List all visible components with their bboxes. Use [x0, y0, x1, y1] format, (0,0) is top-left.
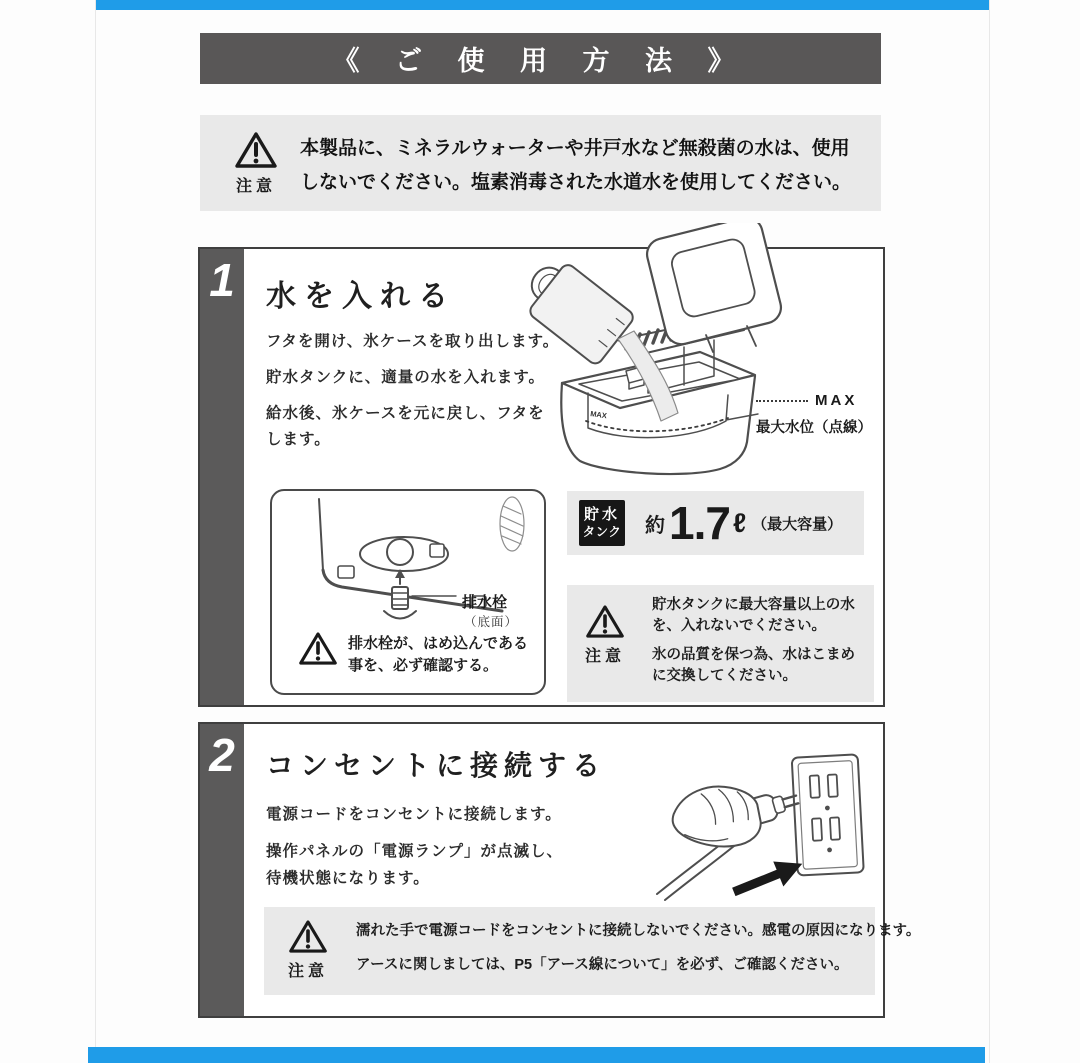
warning-triangle-icon [585, 603, 625, 640]
step-2-number-bar [200, 724, 244, 1016]
page-title: 《 ご 使 用 方 法 》 [332, 46, 749, 76]
caution-label: 注意 [288, 963, 329, 980]
instruction-line: 待機状態になります。 [266, 870, 430, 887]
chip-line2: タンク [582, 524, 622, 539]
drain-plug-box [270, 489, 546, 695]
step-2-number: 2 [209, 729, 235, 781]
sheet-right-edge [989, 0, 990, 1063]
page-title-bar [200, 33, 881, 84]
instruction-line: 操作パネルの「電源ランプ」が点滅し、 [266, 843, 564, 860]
plug-outlet-illustration [647, 742, 879, 902]
drain-plug-label: 排水栓 [462, 594, 508, 611]
warning-triangle-icon [234, 130, 278, 170]
tank-max-marking: MAX [589, 409, 608, 421]
capacity-suffix: （最大容量） [752, 515, 843, 533]
capacity-value: 1.7 [669, 497, 730, 549]
caution-line: 氷の品質を保つ為、水はこまめに交換してください。 [652, 647, 855, 685]
instruction-line: 給水後、氷ケースを元に戻し、フタを [266, 405, 545, 422]
top-warning-box [200, 115, 881, 211]
dotted-leader-line [756, 400, 808, 402]
instruction-line: 電源コードをコンセントに接続します。 [266, 806, 562, 823]
instruction-line: 貯水タンクに、適量の水を入れます。 [266, 369, 545, 386]
drain-plug-warning: 排水栓が、はめ込んである事を、必ず確認する。 [348, 635, 529, 674]
step-1-title: 水を入れる [266, 280, 456, 313]
instruction-line: します。 [266, 431, 331, 448]
caution-label: 注意 [235, 178, 276, 195]
step-1-caution-box [567, 585, 874, 702]
warning-triangle-icon [288, 918, 328, 955]
instruction-line: フタを開け、氷ケースを取り出します。 [266, 333, 560, 350]
caution-icon-block [585, 603, 625, 666]
step-2-title: コンセントに接続する [266, 750, 607, 781]
caution-line: 濡れた手で電源コードをコンセントに接続しないでください。感電の原因になります。 [356, 923, 921, 939]
caution-line: アースに関しましては、P5「アース線について」を必ず、ご確認ください。 [356, 957, 849, 974]
top-accent-bar [95, 0, 990, 10]
step-2-caution-box [264, 907, 921, 995]
caution-line: 貯水タンクに最大容量以上の水を、入れないでください。 [652, 597, 855, 635]
caution-text [356, 921, 921, 989]
step-2-instructions [266, 802, 563, 903]
max-label: MAX [815, 392, 858, 409]
ice-maker-illustration [500, 223, 795, 478]
drain-plug-sublabel: （底面） [464, 615, 519, 629]
warning-triangle-icon [298, 630, 338, 667]
caution-label: 注意 [585, 648, 626, 665]
top-warning-icon-block [234, 130, 278, 196]
sheet-left-edge [95, 0, 96, 1063]
max-callout [756, 392, 857, 409]
top-warning-text: 本製品に、ミネラルウォーターや井戸水など無殺菌の水は、使用しないでください。塩素消毒された水道水を使用してください。 [300, 138, 852, 194]
step-1-section [198, 247, 885, 707]
capacity-unit: ℓ [732, 507, 747, 538]
caution-text [652, 595, 866, 695]
chip-line1: 貯水 [583, 505, 620, 523]
step-2-section [198, 722, 921, 1018]
step-1-number-bar [200, 249, 244, 705]
tank-capacity-chip [579, 500, 625, 546]
caution-icon-block [288, 918, 328, 981]
max-sublabel: 最大水位（点線） [756, 420, 872, 436]
bottom-accent-bar [88, 1047, 985, 1063]
step-1-number: 1 [209, 254, 235, 306]
tank-capacity-bar [567, 491, 864, 555]
capacity-prefix: 約 [645, 514, 665, 537]
